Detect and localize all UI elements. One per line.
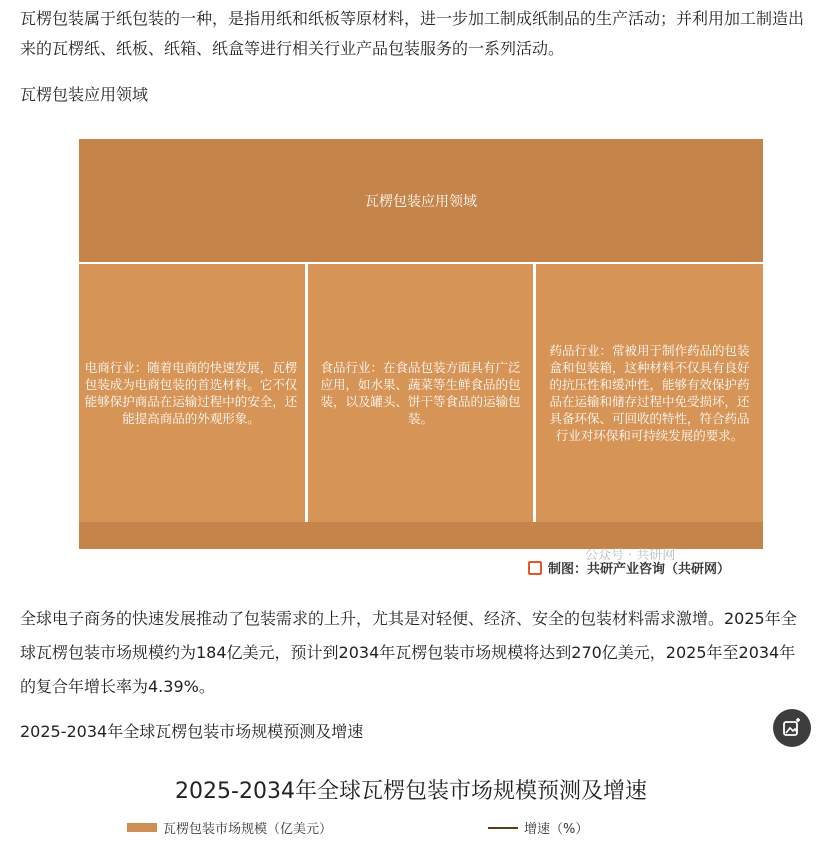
section-heading-applications: 瓦楞包装应用领域: [20, 85, 149, 104]
diagram-title: 瓦楞包装应用领域: [365, 193, 477, 210]
edit-image-icon: [782, 718, 802, 738]
brand-logo-icon: [528, 561, 542, 575]
diagram-column-text: 食品行业：在食品包装方面具有广泛应用，如水果、蔬菜等生鲜食品的包装，以及罐头、饼干等食品的运输包装。: [320, 360, 521, 426]
chart-heading: 2025-2034年全球瓦楞包装市场规模预测及增速: [20, 722, 364, 741]
legend-bar-series: [127, 818, 332, 837]
diagram-title-block: [79, 139, 763, 262]
diagram-credit: [528, 558, 730, 577]
legend-line-swatch: [488, 827, 518, 829]
diagram-column-text: 电商行业：随着电商的快速发展，瓦楞包装成为电商包装的首选材料。它不仅能够保护商品在运输过程中的安全，还能提高商品的外观形象。: [84, 360, 298, 426]
legend-line-series: [488, 818, 588, 837]
legend-line-label: 增速（%）: [524, 822, 589, 837]
chart-title: 2025-2034年全球瓦楞包装市场规模预测及增速: [175, 779, 647, 804]
market-paragraph: 全球电子商务的快速发展推动了包装需求的上升，尤其是对轻便、经济、安全的包装材料需求激增。2025年全球瓦楞包装市场规模约为184亿美元，预计到2034年瓦楞包装市场规模将达到270亿美元，2025年至2034年的复合年增长率为4.39%。: [20, 609, 797, 696]
edit-image-button[interactable]: [773, 709, 811, 747]
diagram-column-food: [308, 264, 533, 522]
diagram-column-text: 药品行业：常被用于制作药品的包装盒和包装箱，这种材料不仅具有良好的抗压性和缓冲性，能够有效保护药品在运输和储存过程中免受损坏，还具备环保、可回收的特性，符合药品行业对环保和可持续发展的要求。: [549, 343, 750, 443]
diagram-column-pharma: [536, 264, 763, 522]
intro-paragraph: 瓦楞包装属于纸包装的一种，是指用纸和纸板等原材料，进一步加工制成纸制品的生产活动；并利用加工制造出来的瓦楞纸、纸板、纸箱、纸盒等进行相关行业产品包装服务的一系列活动。: [20, 9, 805, 58]
application-diagram: [79, 139, 763, 549]
diagram-column-ecommerce: [79, 264, 305, 522]
legend-bar-label: 瓦楞包装市场规模（亿美元）: [163, 822, 333, 837]
watermark-text: 公众号 · 共研网: [585, 548, 676, 563]
legend-bar-swatch: [127, 823, 157, 832]
credit-text: 制图：共研产业咨询（共研网）: [548, 562, 731, 577]
